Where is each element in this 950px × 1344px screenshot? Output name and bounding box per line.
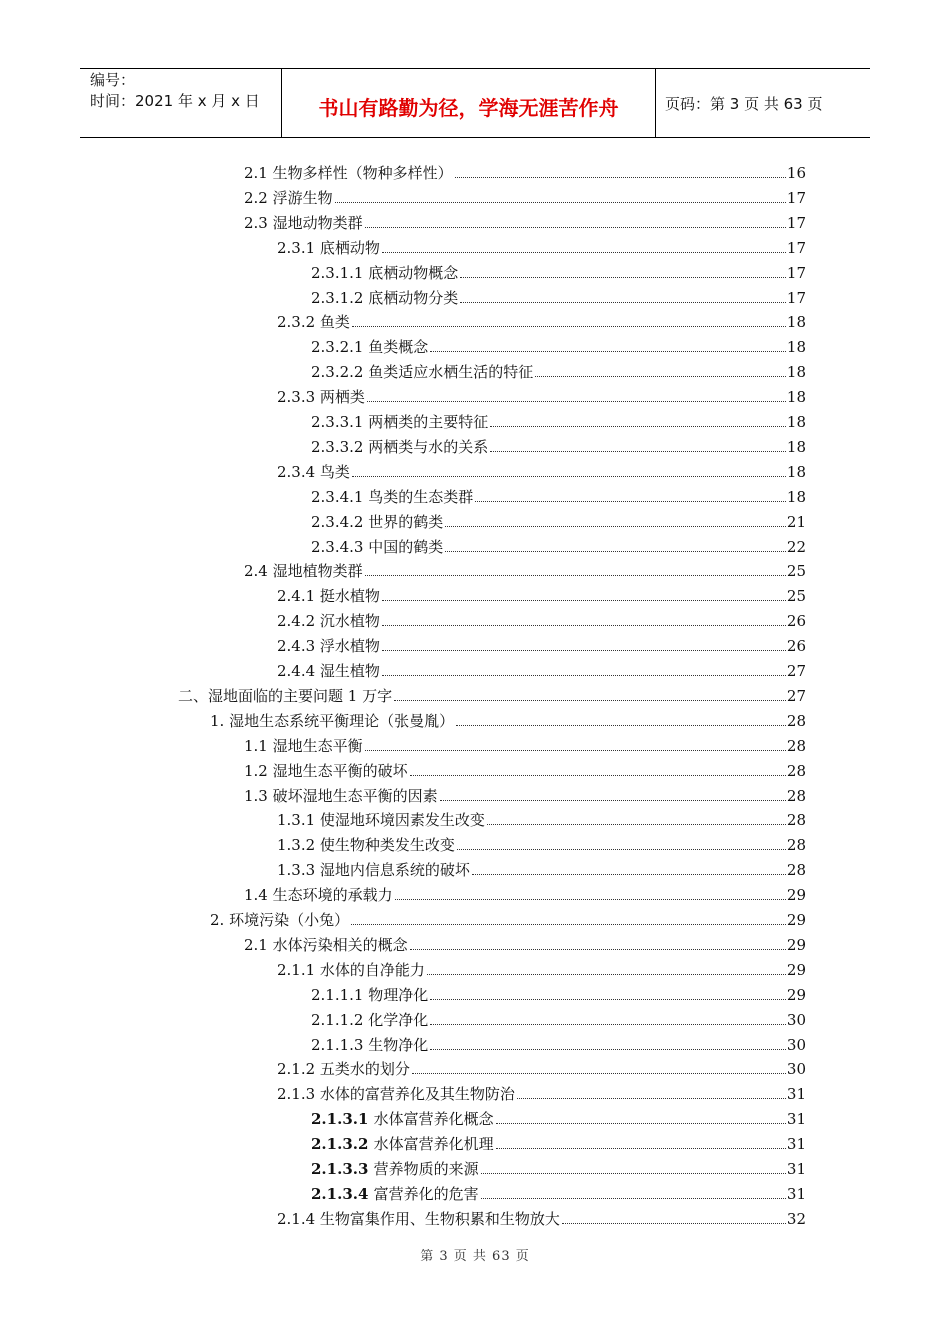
toc-dot-leader — [430, 999, 786, 1000]
toc-dot-leader — [352, 476, 786, 477]
toc-entry[interactable] — [277, 457, 806, 482]
toc-entry[interactable] — [277, 307, 806, 332]
toc-entry-label: 2.1.4 生物富集作用、生物积累和生物放大 — [277, 1209, 560, 1228]
toc-entry[interactable] — [311, 357, 806, 382]
toc-dot-leader — [445, 551, 786, 552]
toc-entry-page: 25 — [786, 562, 806, 581]
toc-dot-leader — [481, 1173, 786, 1174]
toc-entry-page: 28 — [786, 811, 806, 830]
toc-dot-leader — [395, 899, 786, 900]
toc-entry-label: 2.3.1 底栖动物 — [277, 238, 380, 257]
toc-entry[interactable] — [311, 1104, 806, 1129]
toc-dot-leader — [430, 1024, 786, 1025]
toc-entry-label: 2.1.1.3 生物净化 — [311, 1035, 429, 1054]
toc-entry-page: 27 — [786, 686, 806, 705]
toc-dot-leader — [410, 949, 786, 950]
toc-dot-leader — [440, 800, 786, 801]
toc-dot-leader — [517, 1098, 786, 1099]
toc-entry-label: 1. 湿地生态系统平衡理论（张曼胤） — [210, 711, 455, 730]
toc-entry-label: 1.3.1 使湿地环境因素发生改变 — [277, 811, 485, 830]
toc-entry-page: 28 — [786, 736, 806, 755]
toc-entry-label: 2.3.3.1 两栖类的主要特征 — [311, 413, 489, 431]
toc-entry-label: 2.3.4.2 世界的鹤类 — [311, 512, 444, 531]
toc-entry[interactable] — [277, 233, 806, 258]
toc-entry-label: 1.3 破坏湿地生态平衡的因素 — [244, 786, 438, 805]
toc-entry-label: 2.1 生物多样性（物种多样性） — [244, 164, 453, 182]
toc-entry-page: 31 — [786, 1085, 806, 1104]
toc-entry-label — [311, 1134, 494, 1154]
toc-dot-leader — [352, 326, 786, 327]
toc-entry-page: 26 — [786, 637, 806, 656]
toc-entry[interactable] — [311, 1030, 806, 1055]
toc-entry-label: 2.2 浮游生物 — [244, 188, 333, 207]
toc-dot-leader — [365, 227, 786, 228]
toc-entry-label: 1.4 生态环境的承载力 — [244, 886, 393, 905]
page-header — [80, 68, 870, 138]
toc-entry[interactable] — [178, 681, 806, 706]
toc-entry-page: 18 — [786, 363, 806, 382]
toc-dot-leader — [430, 351, 786, 352]
header-motto-cell — [282, 69, 656, 137]
toc-entry[interactable] — [277, 606, 806, 631]
toc-entry-page: 27 — [786, 662, 806, 680]
toc-entry-label: 2.1.2 五类水的划分 — [277, 1060, 410, 1079]
toc-dot-leader — [410, 775, 786, 776]
toc-dot-leader — [490, 426, 786, 427]
toc-entry-page: 25 — [786, 587, 806, 606]
toc-entry-label: 2.3.1.1 底栖动物概念 — [311, 263, 459, 282]
toc-entry-label: 2.4.4 湿生植物 — [277, 662, 380, 680]
toc-entry[interactable] — [277, 631, 806, 656]
toc-entry-page: 31 — [786, 1160, 806, 1178]
toc-entry[interactable] — [311, 1005, 806, 1030]
toc-entry[interactable] — [277, 1204, 806, 1229]
toc-dot-leader — [496, 1148, 786, 1149]
toc-entry[interactable] — [277, 382, 806, 407]
toc-entry-label: 二、湿地面临的主要问题 1 万字 — [178, 686, 393, 705]
toc-entry-page: 17 — [786, 188, 806, 207]
toc-entry-label: 1.2 湿地生态平衡的破坏 — [244, 761, 408, 780]
toc-entry[interactable] — [244, 731, 806, 756]
toc-entry-label: 2.4 湿地植物类群 — [244, 562, 363, 581]
header-page-info-cell — [656, 69, 870, 137]
toc-entry-page: 32 — [786, 1209, 806, 1228]
toc-entry[interactable] — [210, 905, 806, 930]
toc-entry-page: 18 — [786, 388, 806, 407]
toc-entry-page: 18 — [786, 413, 806, 431]
toc-entry[interactable] — [311, 432, 806, 457]
toc-dot-leader — [481, 1198, 786, 1199]
toc-entry-label: 2.3.1.2 底栖动物分类 — [311, 288, 459, 307]
toc-entry-text: 营养物质的来源 — [373, 1160, 479, 1178]
toc-dot-leader — [445, 526, 786, 527]
toc-entry-page: 31 — [786, 1135, 806, 1154]
toc-entry[interactable] — [244, 158, 806, 183]
toc-entry-page: 29 — [786, 911, 806, 929]
toc-entry-label: 2.3.3 两栖类 — [277, 388, 365, 407]
toc-dot-leader — [430, 1049, 786, 1050]
toc-entry-page: 17 — [786, 263, 806, 282]
toc-entry-page: 26 — [786, 612, 806, 631]
toc-entry[interactable] — [277, 656, 806, 681]
date-line: 时间：2021 年 x 月 x 日 — [90, 92, 260, 110]
toc-entry[interactable] — [210, 706, 806, 731]
toc-entry-page: 30 — [786, 1010, 806, 1029]
toc-entry-page: 18 — [786, 487, 806, 506]
toc-entry-page: 31 — [786, 1110, 806, 1129]
toc-entry-page: 29 — [786, 886, 806, 905]
toc-dot-leader — [456, 725, 786, 726]
toc-entry-page: 21 — [786, 512, 806, 531]
toc-entry-label: 2.1.3 水体的富营养化及其生物防治 — [277, 1085, 515, 1104]
toc-entry[interactable] — [311, 482, 806, 507]
toc-entry-page: 29 — [786, 935, 806, 954]
toc-dot-leader — [496, 1123, 786, 1124]
toc-dot-leader — [427, 974, 786, 975]
toc-entry-label: 1.3.2 使生物种类发生改变 — [277, 836, 455, 855]
toc-dot-leader — [365, 575, 786, 576]
toc-entry-page: 18 — [786, 462, 806, 481]
toc-entry[interactable] — [277, 581, 806, 606]
toc-entry[interactable] — [311, 507, 806, 532]
toc-entry-number: 2.1.3.3 — [311, 1160, 374, 1178]
toc-entry-label: 2. 环境污染（小兔） — [210, 911, 350, 929]
toc-entry-page: 28 — [786, 711, 806, 730]
toc-entry-label: 2.4.3 浮水植物 — [277, 637, 380, 656]
toc-entry-label — [311, 1109, 494, 1129]
header-left-cell — [80, 69, 282, 137]
toc-dot-leader — [382, 625, 786, 626]
toc-entry-page: 28 — [786, 836, 806, 855]
toc-entry-label: 2.1 水体污染相关的概念 — [244, 935, 408, 954]
toc-entry-label: 2.3.4.1 鸟类的生态类群 — [311, 487, 474, 506]
toc-dot-leader — [535, 376, 786, 377]
toc-entry[interactable] — [311, 1129, 806, 1154]
toc-dot-leader — [365, 750, 786, 751]
toc-entry[interactable] — [277, 1054, 806, 1079]
toc-dot-leader — [382, 675, 786, 676]
toc-entry[interactable] — [311, 258, 806, 283]
toc-entry-label: 2.3.2.1 鱼类概念 — [311, 338, 429, 357]
toc-dot-leader — [382, 650, 786, 651]
toc-entry-label: 2.3.2 鱼类 — [277, 313, 350, 332]
toc-dot-leader — [335, 202, 786, 203]
toc-entry-page: 28 — [786, 861, 806, 880]
toc-dot-leader — [382, 600, 786, 601]
toc-dot-leader — [460, 302, 786, 303]
toc-entry[interactable] — [244, 183, 806, 208]
toc-entry-label: 2.3.4 鸟类 — [277, 462, 350, 481]
page-footer: 第 3 页 共 63 页 — [420, 1249, 530, 1264]
toc-entry-page: 22 — [786, 537, 806, 556]
toc-dot-leader — [394, 700, 786, 701]
toc-entry[interactable] — [311, 1154, 806, 1179]
toc-dot-leader — [487, 824, 786, 825]
toc-entry[interactable] — [244, 930, 806, 955]
toc-entry-page: 17 — [786, 213, 806, 232]
toc-entry-page: 17 — [786, 288, 806, 307]
toc-dot-leader — [455, 177, 786, 178]
page-info: 页码：第 3 页 共 63 页 — [665, 94, 823, 113]
toc-entry-page: 28 — [786, 786, 806, 805]
toc-entry[interactable] — [277, 805, 806, 830]
toc-entry[interactable] — [311, 532, 806, 557]
toc-entry-page: 18 — [786, 338, 806, 357]
toc-entry-label: 2.3.2.2 鱼类适应水栖生活的特征 — [311, 363, 534, 382]
toc-entry-text: 富营养化的危害 — [373, 1184, 479, 1203]
toc-entry[interactable] — [244, 556, 806, 581]
toc-dot-leader — [367, 401, 786, 402]
toc-entry-label — [311, 1159, 479, 1179]
toc-entry[interactable] — [311, 980, 806, 1005]
toc-entry-label: 2.3.3.2 两栖类与水的关系 — [311, 437, 489, 456]
toc-dot-leader — [382, 252, 786, 253]
toc-dot-leader — [490, 451, 786, 452]
toc-entry[interactable] — [244, 208, 806, 233]
toc-entry[interactable] — [244, 756, 806, 781]
toc-entry-label: 2.3 湿地动物类群 — [244, 213, 363, 232]
toc-entry[interactable] — [311, 407, 806, 432]
toc-entry-label: 2.3.4.3 中国的鹤类 — [311, 537, 444, 556]
toc-dot-leader — [562, 1223, 786, 1224]
toc-entry-label — [311, 1184, 479, 1204]
toc-entry[interactable] — [311, 283, 806, 308]
toc-entry-page: 30 — [786, 1060, 806, 1079]
toc-dot-leader — [412, 1073, 786, 1074]
toc-entry[interactable] — [311, 1179, 806, 1204]
toc-entry[interactable] — [244, 781, 806, 806]
toc-entry-label: 2.1.1.1 物理净化 — [311, 985, 429, 1004]
toc-entry-page: 17 — [786, 238, 806, 257]
toc-entry-page: 31 — [786, 1184, 806, 1203]
toc-entry-label: 2.4.2 沉水植物 — [277, 612, 380, 631]
toc-entry-page: 28 — [786, 761, 806, 780]
toc-entry[interactable] — [311, 332, 806, 357]
toc-entry-label: 1.3.3 湿地内信息系统的破坏 — [277, 861, 470, 880]
toc-entry-text: 水体富营养化概念 — [373, 1110, 494, 1129]
toc-entry-label: 2.1.1 水体的自净能力 — [277, 960, 425, 979]
toc-entry-page: 30 — [786, 1035, 806, 1054]
toc-entry[interactable] — [277, 955, 806, 980]
toc-entry-number: 2.1.3.1 — [311, 1110, 374, 1129]
toc-entry-label: 2.1.1.2 化学净化 — [311, 1010, 429, 1029]
toc-entry-text: 水体富营养化机理 — [373, 1135, 494, 1154]
toc-entry[interactable] — [244, 880, 806, 905]
toc-entry-label: 1.1 湿地生态平衡 — [244, 736, 363, 755]
toc-entry-number: 2.1.3.4 — [311, 1184, 374, 1203]
toc-entry[interactable] — [277, 855, 806, 880]
toc-dot-leader — [457, 849, 786, 850]
toc-entry-page: 29 — [786, 985, 806, 1004]
toc-entry[interactable] — [277, 830, 806, 855]
doc-number-label: 编号： — [90, 71, 136, 89]
toc-entry-page: 18 — [786, 313, 806, 332]
toc-entry-page: 29 — [786, 960, 806, 979]
toc-dot-leader — [472, 874, 786, 875]
toc-entry-number: 2.1.3.2 — [311, 1135, 374, 1154]
toc-dot-leader — [351, 924, 786, 925]
toc-entry-label: 2.4.1 挺水植物 — [277, 587, 380, 606]
toc-entry-page: 16 — [786, 164, 806, 182]
toc-entry[interactable] — [277, 1079, 806, 1104]
toc-dot-leader — [460, 277, 786, 278]
motto-text: 书山有路勤为径，学海无涯苦作舟 — [318, 95, 619, 120]
toc-entry-page: 18 — [786, 437, 806, 456]
toc-dot-leader — [475, 501, 786, 502]
